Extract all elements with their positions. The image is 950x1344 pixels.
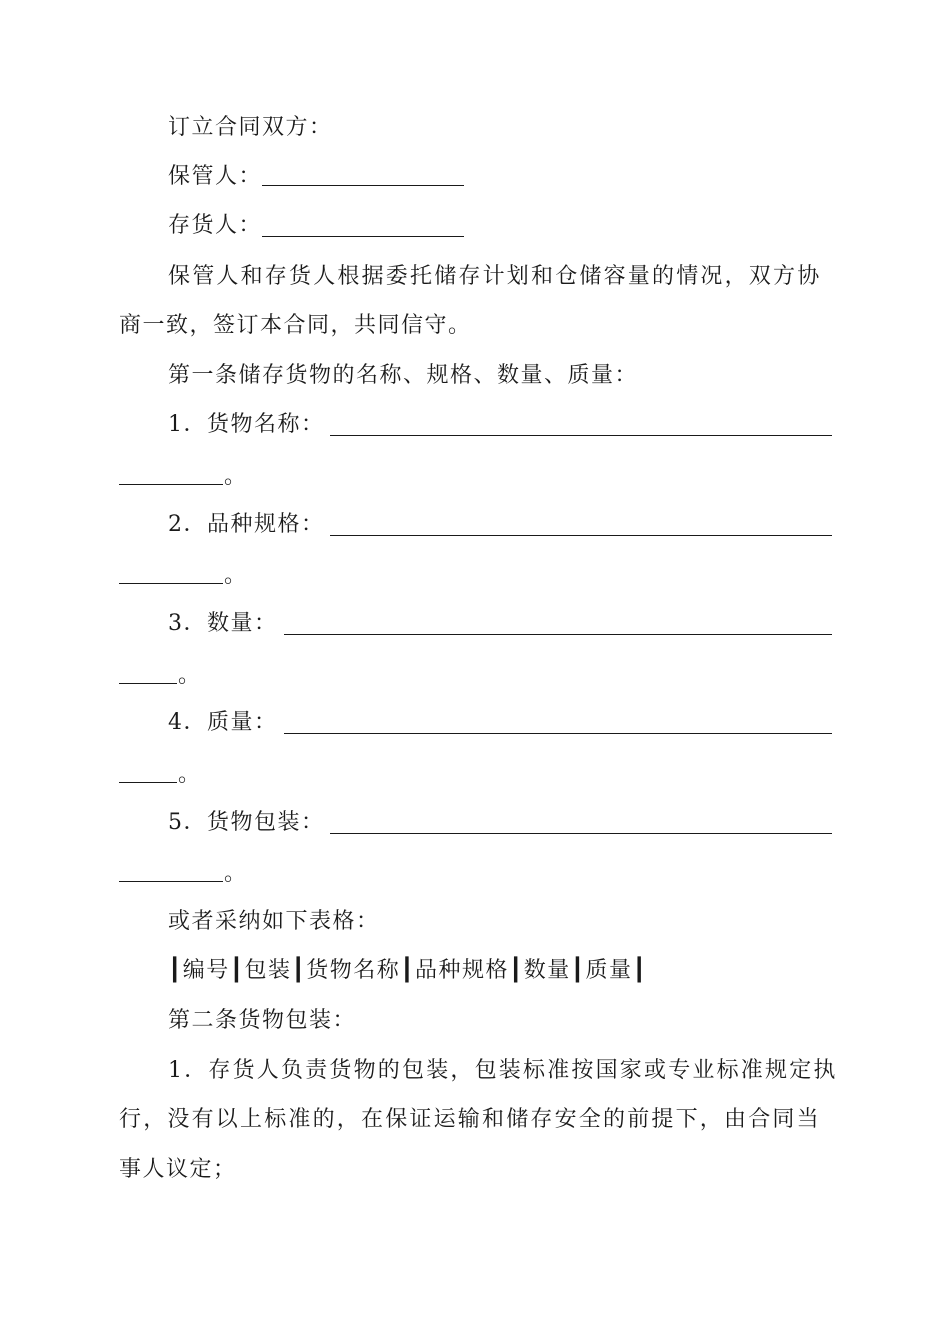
item2-end-mark: 。: [224, 563, 248, 588]
table-intro: 或者采纳如下表格：: [168, 909, 380, 934]
parties-heading: 订立合同双方：: [168, 115, 333, 140]
article2-line-3: 事人议定；: [119, 1157, 237, 1182]
item4-label: 4．质量：: [168, 710, 278, 735]
depositor-label: 存货人：: [168, 213, 263, 238]
item1-label: 1．货物名称：: [168, 412, 325, 437]
item2-blank[interactable]: [330, 535, 832, 536]
item1-blank-cont[interactable]: [119, 484, 223, 485]
intro-line-1: 保管人和存货人根据委托储存计划和仓储容量的情况，双方协: [168, 264, 822, 289]
item5-end-mark: 。: [224, 861, 248, 886]
item1-end-mark: 。: [224, 464, 248, 489]
item2-label: 2．品种规格：: [168, 512, 325, 537]
item5-label: 5．货物包装：: [168, 810, 325, 835]
item3-blank[interactable]: [284, 634, 832, 635]
item3-end-mark: 。: [178, 663, 202, 688]
item4-end-mark: 。: [178, 762, 202, 787]
article1-title: 第一条储存货物的名称、规格、数量、质量：: [168, 363, 639, 388]
item1-blank[interactable]: [330, 435, 832, 436]
item4-blank-cont[interactable]: [119, 782, 177, 783]
article2-title: 第二条货物包装：: [168, 1008, 357, 1033]
item4-blank[interactable]: [284, 733, 832, 734]
goods-table-header: ┃编号┃包装┃货物名称┃品种规格┃数量┃质量┃: [168, 958, 648, 983]
depositor-blank[interactable]: [262, 236, 464, 237]
intro-line-2: 商一致，签订本合同，共同信守。: [119, 313, 472, 338]
article2-line-2: 行，没有以上标准的，在保证运输和储存安全的前提下，由合同当: [119, 1107, 821, 1132]
item3-label: 3．数量：: [168, 611, 278, 636]
keeper-blank[interactable]: [262, 185, 464, 186]
item5-blank[interactable]: [330, 833, 832, 834]
keeper-label: 保管人：: [168, 164, 263, 189]
article2-line-1: 1．存货人负责货物的包装，包装标准按国家或专业标准规定执: [168, 1058, 838, 1083]
item3-blank-cont[interactable]: [119, 683, 177, 684]
item2-blank-cont[interactable]: [119, 583, 223, 584]
item5-blank-cont[interactable]: [119, 881, 223, 882]
